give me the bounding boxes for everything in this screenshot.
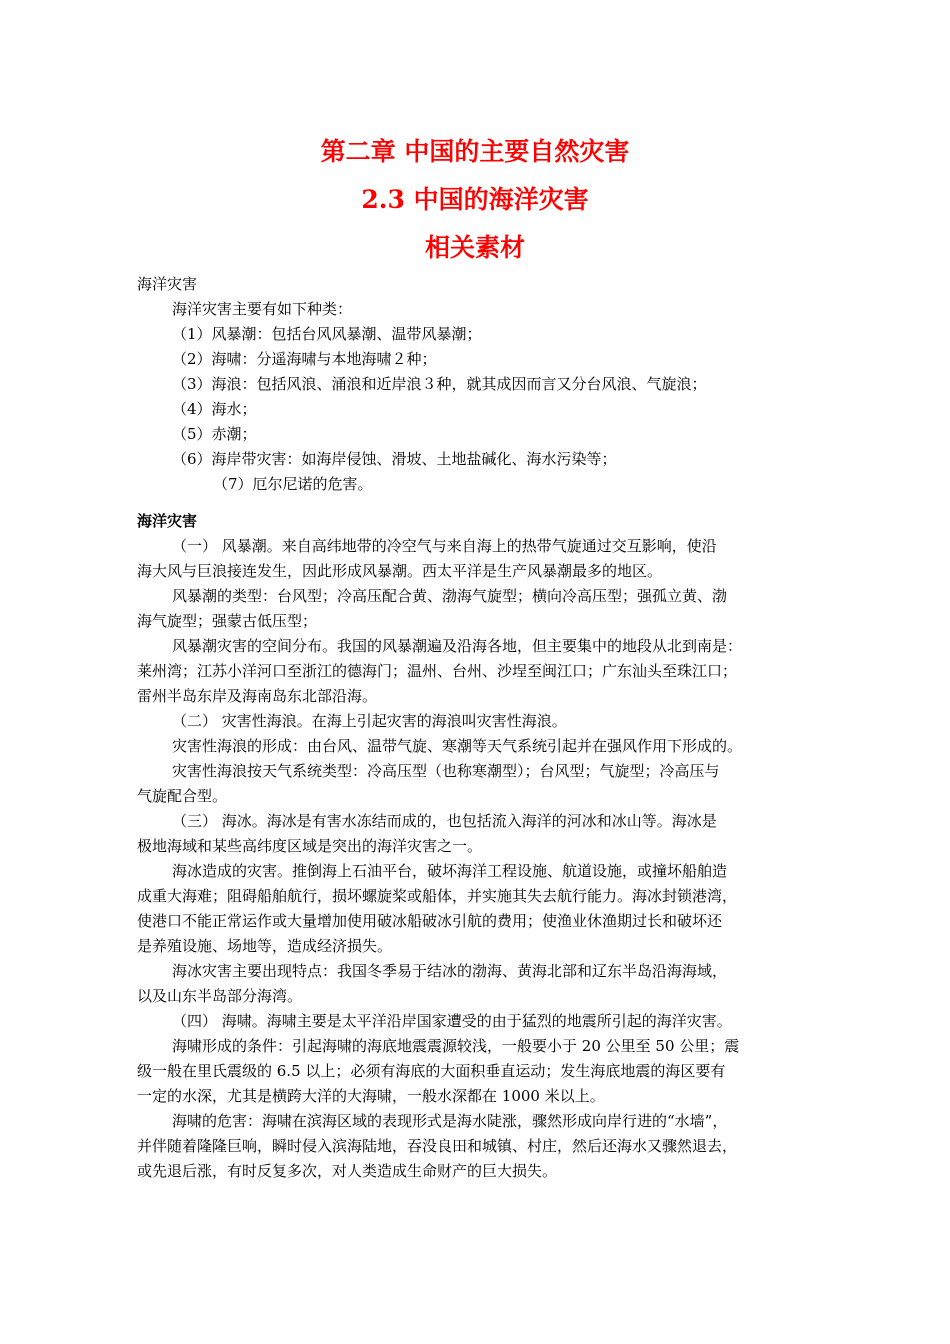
document-body (137, 272, 817, 1184)
intro-item: （4）海水； (172, 400, 257, 418)
intro-item: （1）风暴潮：包括台风风暴潮、温带风暴潮； (172, 325, 482, 343)
paragraph-line: 雷州半岛东岸及海南岛东北部沿海。 (137, 687, 378, 705)
intro-item: （7）厄尔尼诺的危害。 (213, 475, 373, 493)
paragraph-line: 并伴随着隆隆巨响，瞬时侵入滨海陆地，吞没良田和城镇、村庄，然后还海水又骤然退去， (137, 1137, 738, 1155)
intro-item: （3）海浪：包括风浪、涌浪和近岸浪３种，就其成因而言又分台风浪、气旋浪； (172, 375, 707, 393)
paragraph-line: 海啸的危害：海啸在滨海区域的表现形式是海水陡涨，骤然形成向岸行进的“水墙”， (172, 1112, 728, 1130)
paragraph-line: 一定的水深，尤其是横跨大洋的大海啸，一般水深都在 1000 米以上。 (137, 1087, 605, 1105)
intro-item: （5）赤潮； (172, 425, 257, 443)
paragraph-line: （三） 海冰。海冰是有害水冻结而成的，也包括流入海洋的河冰和冰山等。海冰是 (172, 812, 717, 830)
paragraph-line: 海大风与巨浪接连发生，因此形成风暴潮。西太平洋是生产风暴潮最多的地区。 (137, 562, 663, 580)
subtitle: 相关素材 (424, 233, 525, 262)
paragraph-line: 是养殖设施、场地等，造成经济损失。 (137, 937, 393, 955)
paragraph-line: 莱州湾；江苏小洋河口至浙江的德海门；温州、台州、沙埕至闽江口；广东汕头至珠江口； (137, 662, 738, 680)
paragraph-line: 或先退后涨，有时反复多次，对人类造成生命财产的巨大损失。 (137, 1162, 558, 1180)
intro-heading: 海洋灾害 (137, 275, 198, 293)
paragraph-line: （二） 灾害性海浪。在海上引起灾害的海浪叫灾害性海浪。 (172, 712, 567, 730)
paragraph-line: 海冰造成的灾害。推倒海上石油平台，破坏海洋工程设施、航道设施，或撞坏船舶造 (172, 862, 728, 880)
paragraph-line: （一） 风暴潮。来自高纬地带的冷空气与来自海上的热带气旋通过交互影响，使沿 (172, 537, 717, 555)
paragraph-line: 使港口不能正常运作或大量增加使用破冰船破冰引航的费用；使渔业休渔期过长和破坏还 (137, 912, 723, 930)
section-title: 2.3 中国的海洋灾害 (361, 185, 589, 214)
paragraph-line: 灾害性海浪的形成：由台风、温带气旋、寒潮等天气系统引起并在强风作用下形成的。 (172, 737, 743, 755)
paragraph-line: 灾害性海浪按天气系统类型：冷高压型（也称寒潮型）；台风型；气旋型；冷高压与 (172, 762, 720, 780)
intro-lead: 海洋灾害主要有如下种类： (172, 300, 353, 318)
paragraph-line: 海气旋型；强蒙古低压型； (137, 612, 318, 630)
paragraph-line: 极地海域和某些高纬度区域是突出的海洋灾害之一。 (137, 837, 483, 855)
paragraph-line: 以及山东半岛部分海湾。 (137, 987, 303, 1005)
paragraph-line: 成重大海难；阻碍船舶航行，损坏螺旋桨或船体，并实施其失去航行能力。海冰封锁港湾， (137, 887, 738, 905)
intro-item: （6）海岸带灾害：如海岸侵蚀、滑坡、土地盐碱化、海水污染等； (172, 450, 617, 468)
title-block (0, 128, 950, 272)
paragraph-line: 海啸形成的条件：引起海啸的海底地震震源较浅，一般要小于 20 公里至 50 公里；震 (172, 1037, 740, 1055)
paragraph-line: 气旋配合型。 (137, 787, 228, 805)
intro-item: （2）海啸：分遥海啸与本地海啸２种； (172, 350, 437, 368)
detail-heading: 海洋灾害 (137, 512, 198, 530)
paragraph-line: 海冰灾害主要出现特点：我国冬季易于结冰的渤海、黄海北部和辽东半岛沿海海域， (172, 962, 728, 980)
chapter-title: 第二章 中国的主要自然灾害 (320, 137, 630, 166)
paragraph-line: 级一般在里氏震级的 6.5 以上；必须有海底的大面积垂直运动；发生海底地震的海区要有 (137, 1062, 726, 1080)
detail-paragraphs (137, 534, 817, 1184)
paragraph-line: 风暴潮灾害的空间分布。我国的风暴潮遍及沿海各地，但主要集中的地段从北到南是： (172, 637, 743, 655)
paragraph-line: 风暴潮的类型：台风型；冷高压配合黄、渤海气旋型；横向冷高压型；强孤立黄、渤 (172, 587, 728, 605)
paragraph-line: （四） 海啸。海啸主要是太平洋沿岸国家遭受的由于猛烈的地震所引起的海洋灾害。 (172, 1012, 732, 1030)
